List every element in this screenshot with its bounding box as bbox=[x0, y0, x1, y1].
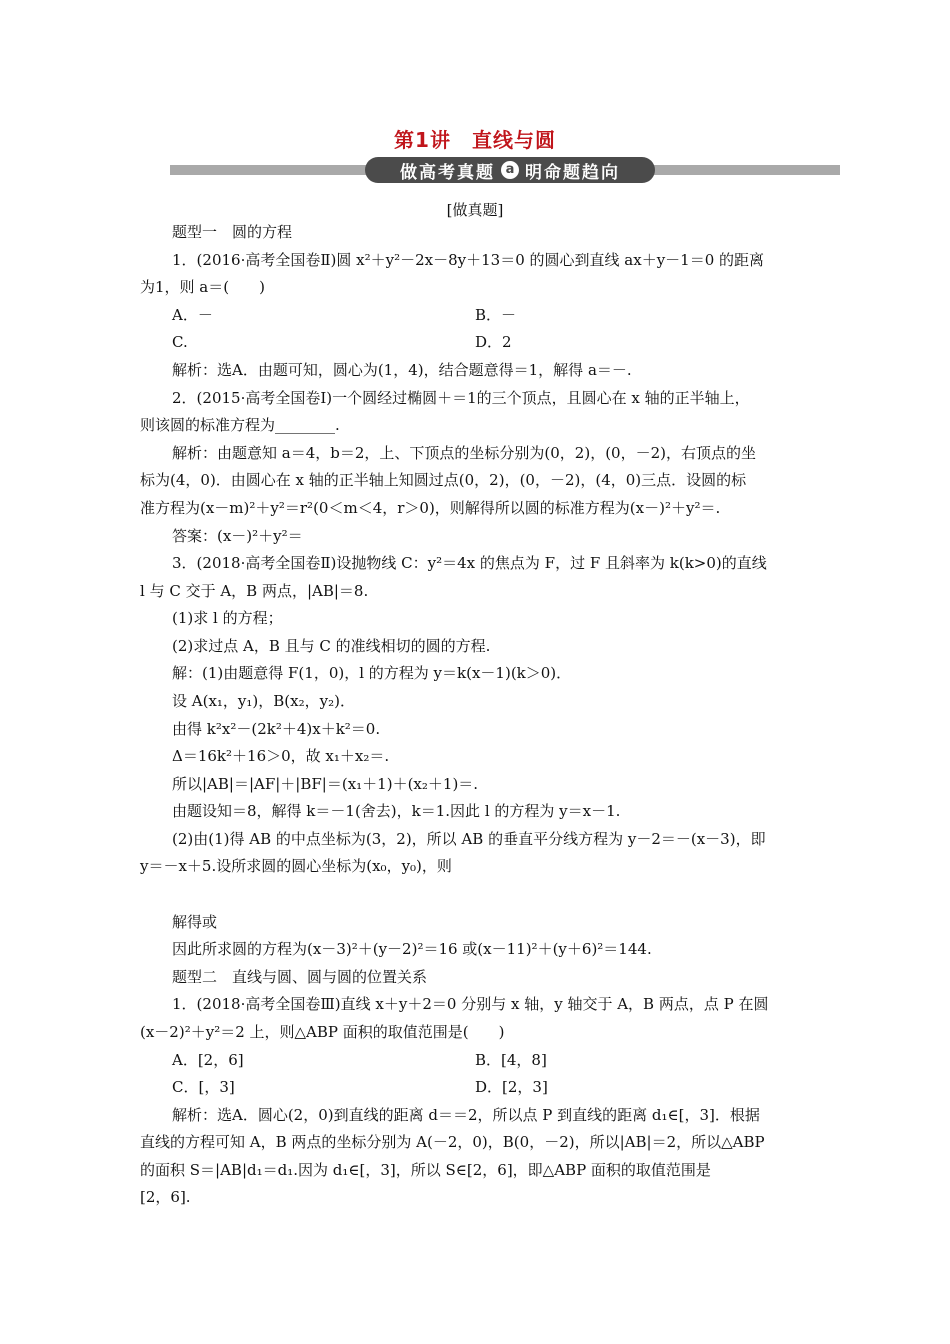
option-b: B．－ bbox=[475, 306, 517, 324]
solution-4-line-4: [2，6]. bbox=[140, 1188, 191, 1206]
banner-left-text: 做高考真题 bbox=[400, 162, 495, 183]
section-banner bbox=[170, 157, 840, 183]
problem-1-line-1: 1．(2016·高考全国卷Ⅱ)圆 x²＋y²－2x－8y＋13＝0 的圆心到直线 ax＋y－1＝0 的距离 bbox=[172, 251, 765, 269]
problem-4-line-1: 1．(2018·高考全国卷Ⅲ)直线 x＋y＋2＝0 分别与 x 轴，y 轴交于 A，B 两点，点 P 在圆 bbox=[172, 995, 769, 1013]
problem-3-line-1: 3．(2018·高考全国卷Ⅱ)设抛物线 C：y²＝4x 的焦点为 F，过 F 且斜率为 k(k>0)的直线 bbox=[172, 554, 767, 572]
solution-1: 解析：选A．由题可知，圆心为(1，4)，结合题意得＝1，解得 a＝－. bbox=[172, 361, 632, 379]
option-4-b: B．[4，8] bbox=[475, 1051, 547, 1069]
page-title: 第1讲 直线与圆 bbox=[394, 128, 556, 152]
solution-3-line-10: 因此所求圆的方程为(x－3)²＋(y－2)²＝16 或(x－11)²＋(y＋6)²＝144. bbox=[172, 940, 652, 958]
problem-4-line-2: (x－2)²＋y²＝2 上，则△ABP 面积的取值范围是( ) bbox=[140, 1023, 505, 1041]
banner-badge-icon: a bbox=[501, 161, 519, 179]
solution-3-line-2: 设 A(x₁，y₁)，B(x₂，y₂)． bbox=[172, 692, 355, 710]
solution-3-line-9: 解得或 bbox=[172, 913, 218, 931]
option-d: D．2 bbox=[475, 333, 512, 351]
solution-4-line-3: 的面积 S＝|AB|d₁＝d₁.因为 d₁∈[，3]，所以 S∈[2，6]，即△ABP 面积的取值范围是 bbox=[140, 1161, 711, 1179]
problem-2-line-1: 2．(2015·高考全国卷Ⅰ)一个圆经过椭圆＋＝1的三个顶点，且圆心在 x 轴的正半轴上， bbox=[172, 389, 750, 407]
problem-3-part-2: (2)求过点 A，B 且与 C 的准线相切的圆的方程. bbox=[172, 637, 491, 655]
solution-3-line-8: y＝－x＋5.设所求圆的圆心坐标为(x₀，y₀)，则 bbox=[140, 857, 452, 875]
option-4-a: A．[2，6] bbox=[172, 1051, 244, 1069]
solution-2-line-1: 解析：由题意知 a＝4，b＝2，上、下顶点的坐标分别为(0，2)，(0，－2)，右顶点的坐 bbox=[172, 444, 756, 462]
solution-4-line-1: 解析：选A．圆心(2，0)到直线的距离 d＝＝2，所以点 P 到直线的距离 d₁∈[，3]．根据 bbox=[172, 1106, 760, 1124]
solution-4-line-2: 直线的方程可知 A，B 两点的坐标分别为 A(－2，0)，B(0，－2)，所以|AB|＝2，所以△ABP bbox=[140, 1133, 765, 1151]
answer-2: 答案：(x－)²＋y²＝ bbox=[172, 527, 303, 545]
problem-3-part-1: (1)求 l 的方程； bbox=[172, 609, 283, 627]
banner-right-text: 明命题趋向 bbox=[525, 162, 620, 183]
solution-3-line-1: 解：(1)由题意得 F(1，0)，l 的方程为 y＝k(x－1)(k＞0)． bbox=[172, 664, 572, 682]
solution-3-line-7: (2)由(1)得 AB 的中点坐标为(3，2)，所以 AB 的垂直平分线方程为 y－2＝－(x－3)，即 bbox=[172, 830, 766, 848]
solution-2-line-3: 准方程为(x－m)²＋y²＝r²(0＜m＜4，r＞0)，则解得所以圆的标准方程为(x－)²＋y²＝. bbox=[140, 499, 721, 517]
problem-3-line-2: l 与 C 交于 A，B 两点，|AB|＝8. bbox=[140, 582, 369, 600]
banner-pill bbox=[365, 157, 655, 183]
solution-3-line-5: 所以|AB|＝|AF|＋|BF|＝(x₁＋1)＋(x₂＋1)＝. bbox=[172, 775, 479, 793]
solution-2-line-2: 标为(4，0)．由圆心在 x 轴的正半轴上知圆过点(0，2)，(0，－2)，(4，0)三点．设圆的标 bbox=[140, 471, 747, 489]
problem-1-line-2: 为1，则 a＝( ) bbox=[140, 278, 265, 296]
solution-3-line-6: 由题设知＝8，解得 k＝－1(舍去)，k＝1.因此 l 的方程为 y＝x－1. bbox=[172, 802, 621, 820]
option-4-d: D．[2，3] bbox=[475, 1078, 548, 1096]
option-c: C. bbox=[172, 333, 188, 351]
option-a: A．－ bbox=[172, 306, 213, 324]
option-4-c: C．[，3] bbox=[172, 1078, 235, 1096]
section-label: [做真题] bbox=[446, 201, 504, 219]
heading-type-1: 题型一 圆的方程 bbox=[172, 223, 293, 241]
solution-3-line-3: 由得 k²x²－(2k²＋4)x＋k²＝0. bbox=[172, 720, 381, 738]
heading-type-2: 题型二 直线与圆、圆与圆的位置关系 bbox=[172, 968, 428, 986]
solution-3-line-4: Δ＝16k²＋16＞0，故 x₁＋x₂＝. bbox=[172, 747, 390, 765]
problem-2-line-2: 则该圆的标准方程为________. bbox=[140, 416, 340, 434]
